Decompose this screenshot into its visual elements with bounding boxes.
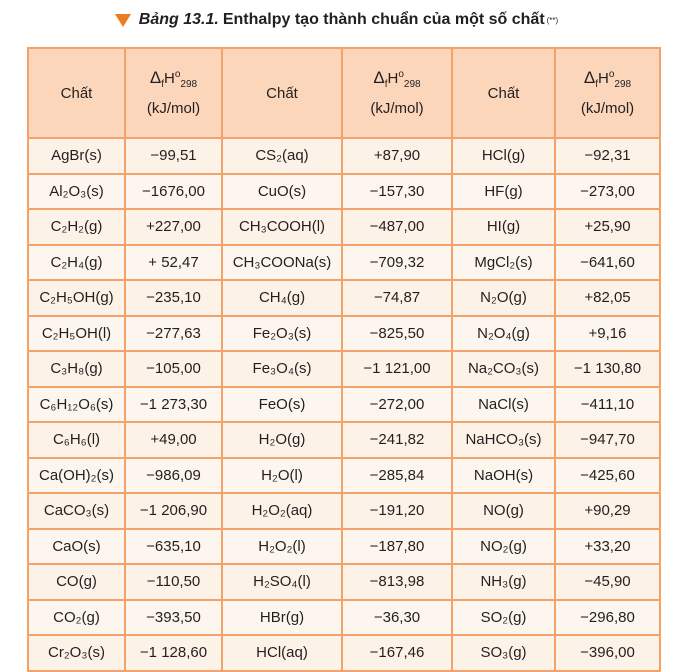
enthalpy-value: −813,98 [342,564,452,600]
enthalpy-value: −105,00 [125,351,222,387]
substance-cell: CO₂(g) [28,600,125,636]
substance-cell: CH₄(g) [222,280,342,316]
enthalpy-value: −235,10 [125,280,222,316]
enthalpy-value: −1 128,60 [125,635,222,671]
enthalpy-value: −74,87 [342,280,452,316]
enthalpy-value: +25,90 [555,209,660,245]
enthalpy-value: −272,00 [342,387,452,423]
substance-cell: C₂H₅OH(l) [28,316,125,352]
enthalpy-value: −1 121,00 [342,351,452,387]
substance-cell: NO₂(g) [452,529,555,565]
table-row [28,174,660,210]
enthalpy-value: −187,80 [342,529,452,565]
enthalpy-value: −241,82 [342,422,452,458]
enthalpy-value: + 52,47 [125,245,222,281]
caption-note: (**) [546,15,559,25]
substance-cell: N₂O(g) [452,280,555,316]
substance-cell: Ca(OH)₂(s) [28,458,125,494]
substance-cell: H₂O₂(aq) [222,493,342,529]
table-row [28,458,660,494]
substance-cell: Fe₂O₃(s) [222,316,342,352]
substance-cell: AgBr(s) [28,138,125,174]
enthalpy-value: −825,50 [342,316,452,352]
substance-cell: HF(g) [452,174,555,210]
substance-cell: H₂SO₄(l) [222,564,342,600]
table-caption [0,0,673,40]
enthalpy-value: −45,90 [555,564,660,600]
enthalpy-value: −411,10 [555,387,660,423]
header-substance: Chất [222,48,342,138]
enthalpy-value: −167,46 [342,635,452,671]
table-row [28,138,660,174]
table-row [28,529,660,565]
enthalpy-value: +227,00 [125,209,222,245]
enthalpy-value: +87,90 [342,138,452,174]
substance-cell: C₆H₁₂O₆(s) [28,387,125,423]
enthalpy-value: −157,30 [342,174,452,210]
substance-cell: CuO(s) [222,174,342,210]
enthalpy-value: +33,20 [555,529,660,565]
substance-cell: NaCl(s) [452,387,555,423]
substance-cell: HCl(aq) [222,635,342,671]
substance-cell: Cr₂O₃(s) [28,635,125,671]
enthalpy-value: −36,30 [342,600,452,636]
table-row [28,493,660,529]
substance-cell: Al₂O₃(s) [28,174,125,210]
table-row [28,600,660,636]
table-row [28,280,660,316]
substance-cell: H₂O₂(l) [222,529,342,565]
enthalpy-value: −1 130,80 [555,351,660,387]
substance-cell: C₃H₈(g) [28,351,125,387]
table-header-row [28,48,660,138]
enthalpy-value: −191,20 [342,493,452,529]
header-substance: Chất [452,48,555,138]
substance-cell: MgCl₂(s) [452,245,555,281]
enthalpy-value: +82,05 [555,280,660,316]
header-enthalpy: $\Delta_fH^o_{298}$ (kJ/mol) [555,48,660,138]
substance-cell: NaOH(s) [452,458,555,494]
enthalpy-value: −487,00 [342,209,452,245]
table-row [28,422,660,458]
substance-cell: FeO(s) [222,387,342,423]
substance-cell: CO(g) [28,564,125,600]
table-row [28,635,660,671]
substance-cell: CH₃COONa(s) [222,245,342,281]
enthalpy-table [27,47,661,672]
table-row [28,351,660,387]
header-substance: Chất [28,48,125,138]
substance-cell: SO₂(g) [452,600,555,636]
substance-cell: CaO(s) [28,529,125,565]
enthalpy-value: −1 273,30 [125,387,222,423]
substance-cell: SO₃(g) [452,635,555,671]
substance-cell: C₆H₆(l) [28,422,125,458]
enthalpy-value: −1676,00 [125,174,222,210]
table-row [28,209,660,245]
substance-cell: C₂H₅OH(g) [28,280,125,316]
substance-cell: CH₃COOH(l) [222,209,342,245]
enthalpy-value: −709,32 [342,245,452,281]
substance-cell: C₂H₄(g) [28,245,125,281]
enthalpy-value: −393,50 [125,600,222,636]
enthalpy-value: −425,60 [555,458,660,494]
substance-cell: Na₂CO₃(s) [452,351,555,387]
substance-cell: HCl(g) [452,138,555,174]
caption-number: Bảng 13.1. [138,11,219,28]
enthalpy-value: −277,63 [125,316,222,352]
enthalpy-value: −285,84 [342,458,452,494]
substance-cell: C₂H₂(g) [28,209,125,245]
substance-cell: H₂O(g) [222,422,342,458]
enthalpy-value: −635,10 [125,529,222,565]
substance-cell: Fe₃O₄(s) [222,351,342,387]
enthalpy-value: −947,70 [555,422,660,458]
substance-cell: CaCO₃(s) [28,493,125,529]
enthalpy-value: −396,00 [555,635,660,671]
enthalpy-value: −110,50 [125,564,222,600]
substance-cell: NO(g) [452,493,555,529]
substance-cell: HBr(g) [222,600,342,636]
enthalpy-value: −986,09 [125,458,222,494]
substance-cell: H₂O(l) [222,458,342,494]
header-enthalpy: $\Delta_fH^o_{298}$ (kJ/mol) [342,48,452,138]
substance-cell: HI(g) [452,209,555,245]
substance-cell: N₂O₄(g) [452,316,555,352]
caption-title: Enthalpy tạo thành chuẩn của một số chất [222,11,545,28]
header-enthalpy: $\Delta_fH^o_{298}$ (kJ/mol) [125,48,222,138]
table-row [28,245,660,281]
enthalpy-value: −1 206,90 [125,493,222,529]
substance-cell: CS₂(aq) [222,138,342,174]
enthalpy-value: −273,00 [555,174,660,210]
enthalpy-value: −641,60 [555,245,660,281]
substance-cell: NaHCO₃(s) [452,422,555,458]
substance-cell: NH₃(g) [452,564,555,600]
table-row [28,564,660,600]
enthalpy-value: +9,16 [555,316,660,352]
table-row [28,387,660,423]
enthalpy-value: −296,80 [555,600,660,636]
enthalpy-value: −99,51 [125,138,222,174]
enthalpy-value: +49,00 [125,422,222,458]
enthalpy-value: −92,31 [555,138,660,174]
enthalpy-value: +90,29 [555,493,660,529]
table-row [28,316,660,352]
caption-triangle-icon [115,14,131,27]
